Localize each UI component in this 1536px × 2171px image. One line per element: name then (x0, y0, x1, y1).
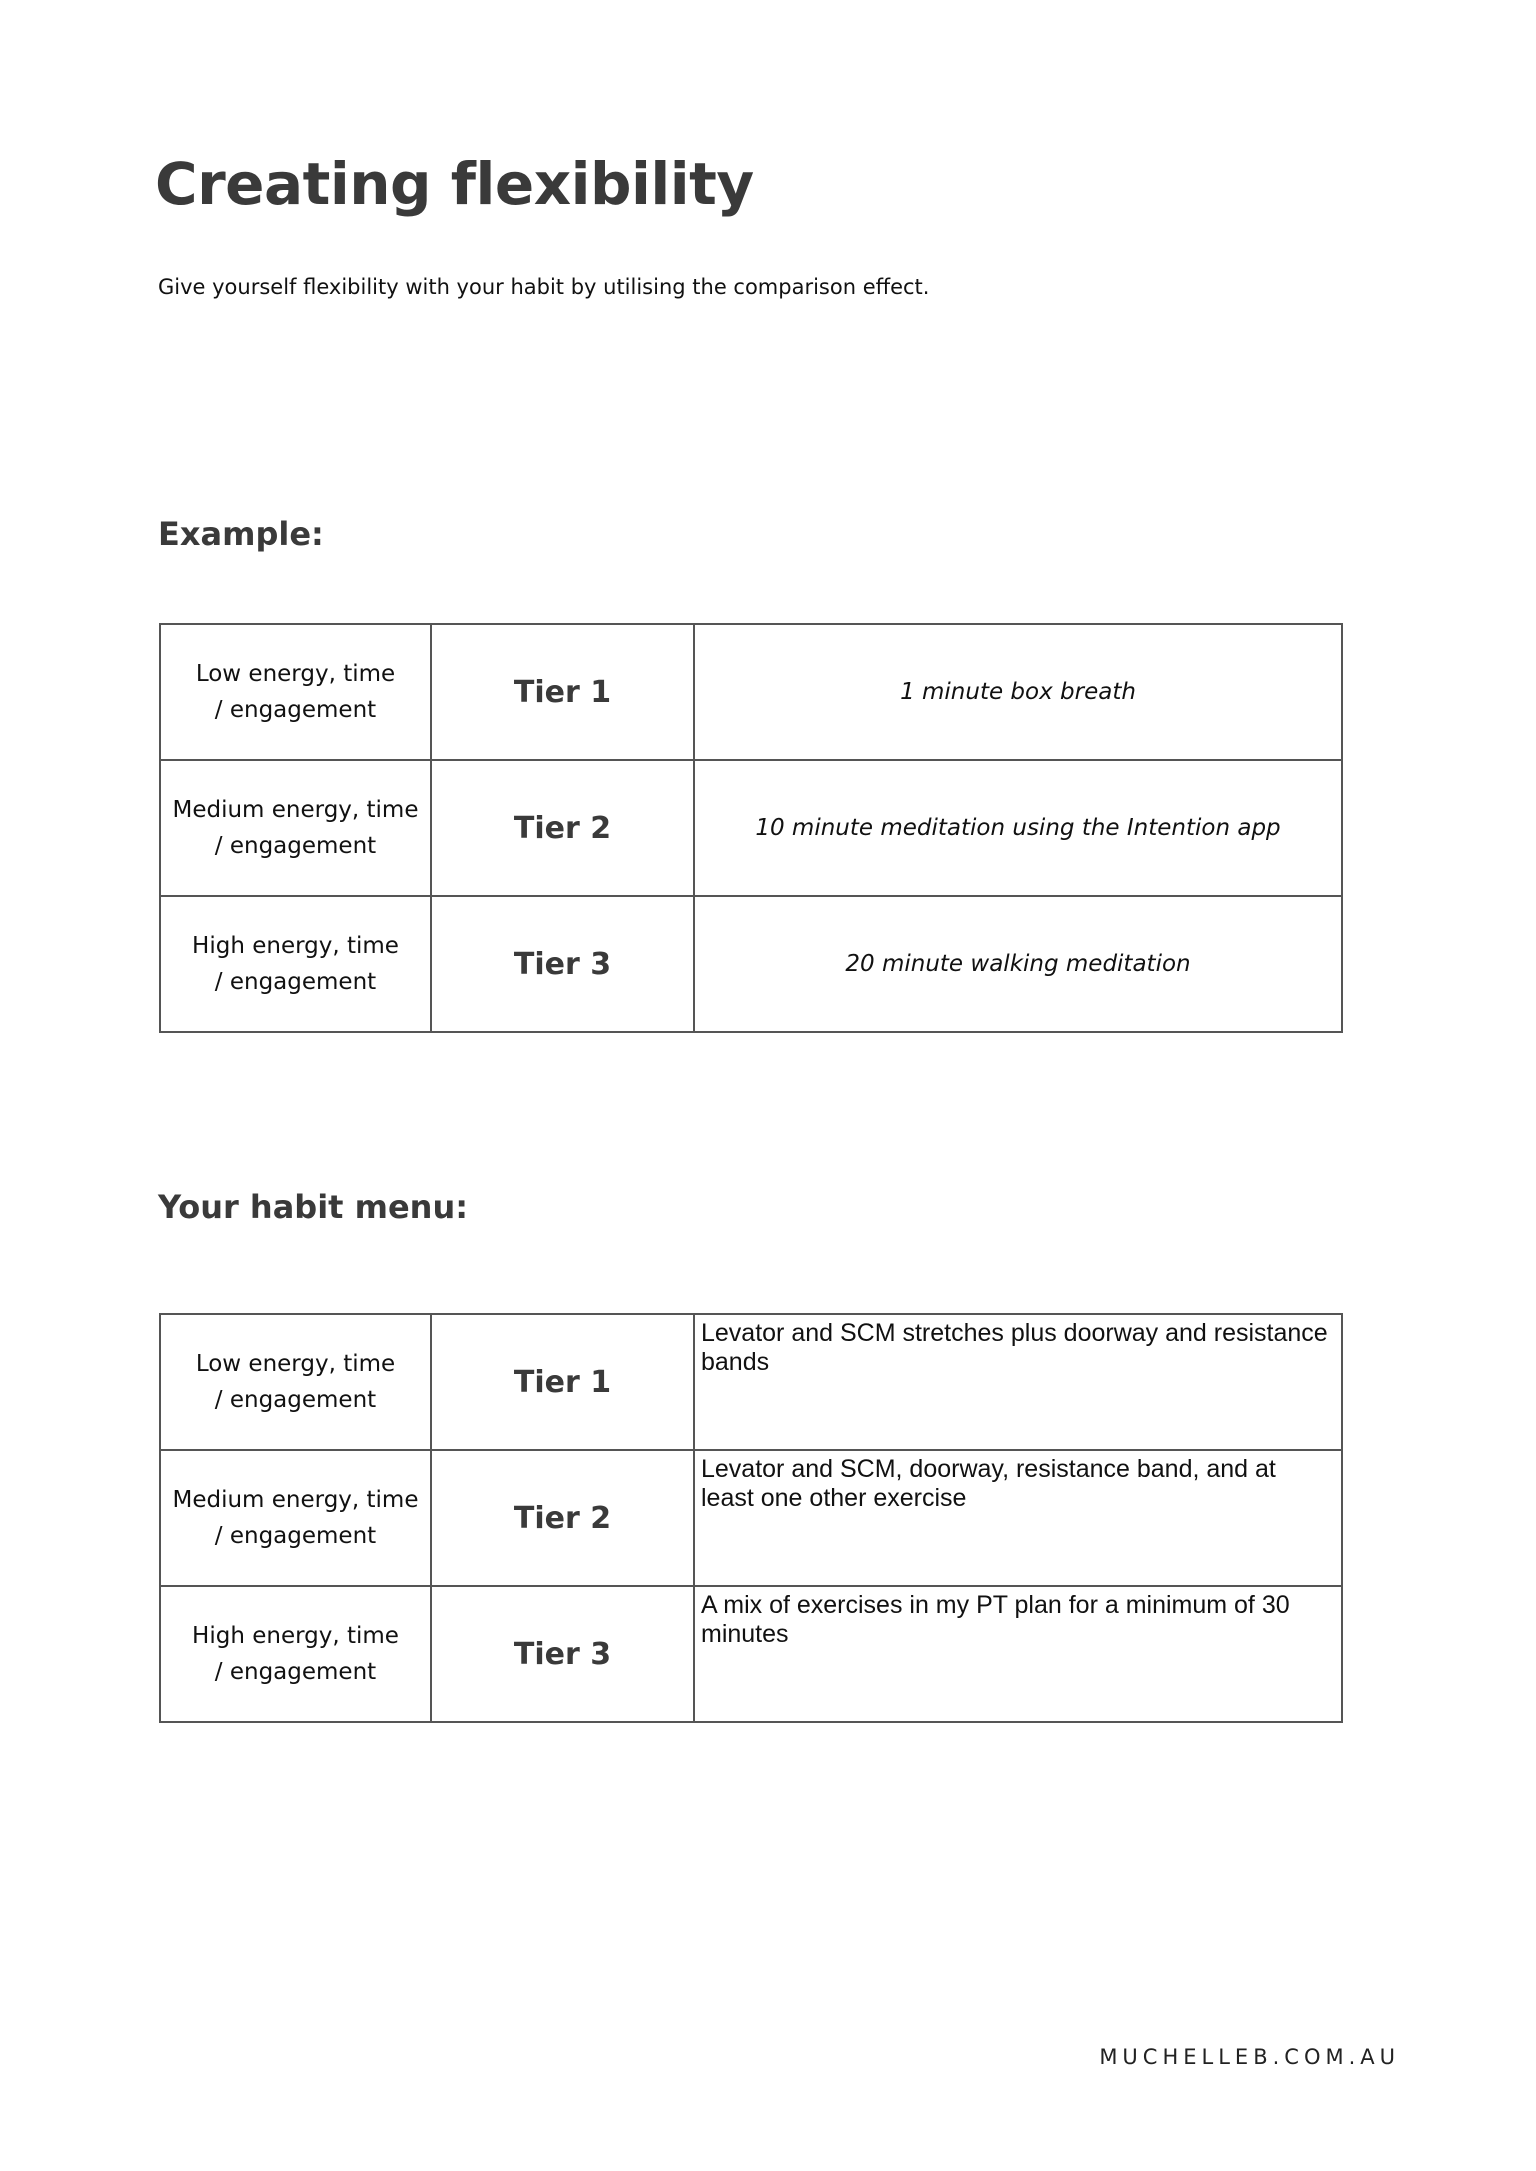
tier-label: Tier 1 (431, 624, 694, 760)
table-row (160, 896, 1342, 1032)
energy-level-cell (160, 624, 431, 760)
energy-level-line: / engagement (214, 1659, 377, 1685)
activity-cell: 20 minute walking meditation (694, 896, 1342, 1032)
energy-level-line: High energy, time (192, 1623, 399, 1649)
table-row (160, 1314, 1342, 1450)
energy-level-line: Low energy, time (195, 661, 396, 687)
energy-level-line: / engagement (214, 1523, 377, 1549)
activity-cell: 10 minute meditation using the Intention app (694, 760, 1342, 896)
energy-level-cell (160, 1314, 431, 1450)
energy-level-line: / engagement (214, 833, 377, 859)
energy-level-cell (160, 896, 431, 1032)
habit-menu-table (159, 1313, 1343, 1723)
energy-level-line: Medium energy, time (172, 797, 419, 823)
habit-menu-heading: Your habit menu: (158, 1188, 469, 1226)
intro-text: Give yourself flexibility with your habit by utilising the comparison effect. (158, 275, 930, 299)
tier-label: Tier 3 (431, 896, 694, 1032)
energy-level-line: Low energy, time (195, 1351, 396, 1377)
table-row (160, 760, 1342, 896)
tier-label: Tier 3 (431, 1586, 694, 1722)
energy-level-line: Medium energy, time (172, 1487, 419, 1513)
activity-cell: 1 minute box breath (694, 624, 1342, 760)
energy-level-line: / engagement (214, 1387, 377, 1413)
energy-level-line: / engagement (214, 969, 377, 995)
example-table (159, 623, 1343, 1033)
habit-entry-field[interactable]: Levator and SCM stretches plus doorway and resistance bands (694, 1314, 1342, 1450)
tier-label: Tier 1 (431, 1314, 694, 1450)
tier-label: Tier 2 (431, 760, 694, 896)
example-heading: Example: (158, 515, 324, 553)
energy-level-cell (160, 760, 431, 896)
energy-level-line: High energy, time (192, 933, 399, 959)
table-row (160, 1450, 1342, 1586)
footer-url: MUCHELLEB.COM.AU (1099, 2045, 1400, 2069)
table-row (160, 624, 1342, 760)
habit-entry-field[interactable]: Levator and SCM, doorway, resistance band, and at least one other exercise (694, 1450, 1342, 1586)
habit-entry-field[interactable]: A mix of exercises in my PT plan for a minimum of 30 minutes (694, 1586, 1342, 1722)
energy-level-cell (160, 1586, 431, 1722)
table-row (160, 1586, 1342, 1722)
page-title: Creating flexibility (155, 150, 754, 218)
energy-level-cell (160, 1450, 431, 1586)
tier-label: Tier 2 (431, 1450, 694, 1586)
energy-level-line: / engagement (214, 697, 377, 723)
